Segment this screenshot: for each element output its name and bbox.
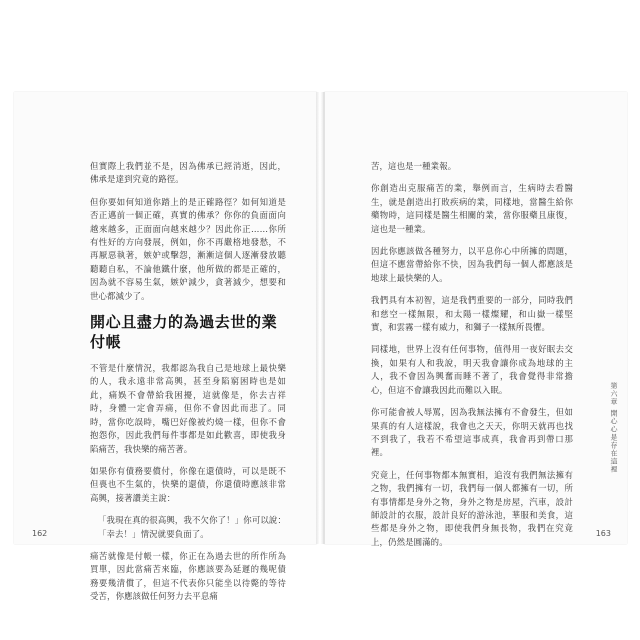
book-spread [14,92,626,602]
chapter-side-tab: 第六章 開心心是存在這裡 [610,382,618,474]
right-paragraph-2: 你創造出克服痛苦的業，舉例而言，生病時去看醫生，就是創造出打敗疾病的業，同樣地，當醫生給你藥物時，這同樣是醫生相關的業，當你服藥且康復，這也是一種業。 [371,183,573,234]
right-paragraph-7: 究竟上，任何事物都本無實相，追沒有我們無法擁有之物，我們擁有一切，我們每一個人都擁有一切，所有事情都是身外之物，身外之物是房屋，汽車，設計師設計的衣服，設計良好的游泳池，華服和美食，這些都是身外之物，即使我們身無長物，我們在究竟上，仍然是圓滿的。 [371,469,573,547]
right-page-body [371,160,573,558]
left-paragraph-2: 但你要如何知道你踏上的是正確路徑？如何知道是否正邁前一個正確，真實的佛承？你你的負面面向越來越多，正面面向越來越少？因此你正……你所有性好的方向發展，例如，你不再嚴格地發愁，不再厭惡執著，嫉妒或擊怨，漸漸這個人逐漸發放聽聽聽自私，不論他鐵什麼，他所做的都是正確的，因為就不容易生氣，嫉妒減少，貪著減少，想要和世心都減少了。 [90,196,286,301]
left-page-number: 162 [32,529,48,538]
left-page-body [90,160,286,613]
left-page [14,92,317,602]
left-quote: 「我現在真的很高興，我不欠你了！」你可以說：「幸去！」情況就要負面了。 [98,515,286,539]
right-paragraph-3: 因此你應該做各種努力，以平息你心中所擁的問題，但這不應當帶給你不快，因為我們每一個人都應該是地球上最快樂的人。 [371,246,573,283]
right-paragraph-5: 同樣地，世界上沒有任何事物，值得用一夜好眠去交換，如果有人和我說，明天我會讓你成為地球的主人，我不會因為興奮而睡不著了，我會覺得非常擔心，但這不會讓我因此而難以入眠。 [371,344,573,395]
section-heading: 開心且盡力的為過去世的業付帳 [90,313,278,352]
left-paragraph-3: 不管是什麼情況，我都認為我自己是地球上最快樂的人，我永遠非常高興，甚至身陷窮困時也是如此，痛娛不會帶給我困擾，這就像是，你去吉祥時，身體一定會弄痛，但你不會因此而悲了。同時，當你吃誤時，嘴巴好像被灼燒一樣，但你不會抱怨你，因此我們每件事都是如此歡喜，即使我身陷痛苦，我快樂的痛苦著。 [90,363,286,454]
right-page-number: 163 [595,529,611,538]
right-page [324,92,627,547]
right-paragraph-4: 我們具有本初智，這是我們重要的一部分，同時我們和慈空一樣無限，和太陽一樣燦耀，和山嶽一樣堅實，和雲霧一樣有威力，和獅子一樣無所畏懼。 [371,295,573,333]
left-paragraph-4: 如果你有債務要償付，你像在還債時，可以是既不但喪也不生氣的，快樂的還債，你還債時應該非常高興，接著讚美主說： [90,465,286,503]
right-paragraph-6: 你可能會被人辱罵，因為我無法擁有不會發生，但如果真的有人這樣說，我會也之天天，你明天就再也找不到我了，我若不希望這事成真，我會再到帶口那裡。 [371,407,573,458]
right-paragraph-1: 苦，這也是一種業報。 [371,161,457,171]
book-gutter [316,92,324,544]
left-paragraph-5: 痛苦就像是付帳一樣，你正在為過去世的所作所為買單，因此當痛苦來臨，你應該要為延遲的幾呢債務要幾清償了，但這不代表你只能坐以待斃的等待受苦，你應該做任何努力去平息痛 [90,550,286,602]
left-paragraph-1: 但實際上我們並不是，因為佛承已經消逝，因此，佛承是達到究竟的路徑。 [90,161,286,185]
